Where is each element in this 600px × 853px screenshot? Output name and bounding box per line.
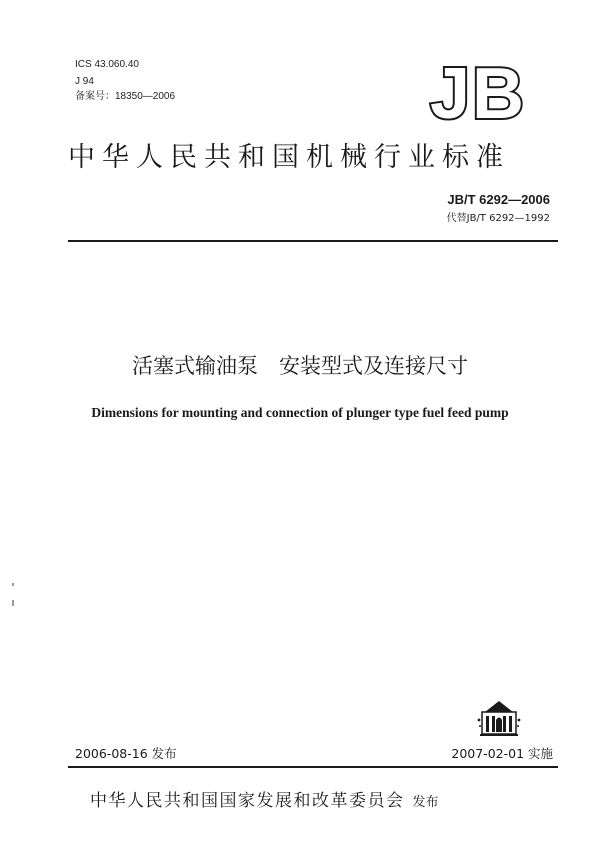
scan-speck xyxy=(12,600,14,606)
publisher-suffix: 发布 xyxy=(412,795,439,810)
document-title-chinese: 活塞式输油泵 安装型式及连接尺寸 xyxy=(132,354,468,378)
issue-date: 2006-08-16 发布 xyxy=(75,746,177,761)
ics-code: ICS 43.060.40 xyxy=(75,59,139,70)
top-divider xyxy=(68,240,558,242)
publisher-line xyxy=(90,786,550,811)
clc-code: J 94 xyxy=(75,76,94,87)
record-number: 备案号：18350—2006 xyxy=(75,91,176,102)
publisher-emblem-icon xyxy=(476,698,522,738)
implementation-date: 2007-02-01 实施 xyxy=(451,746,553,761)
publisher-name: 中华人民共和国国家发展和改革委员会 xyxy=(90,791,405,811)
industry-standard-heading: 中华人民共和国机械行业标准 xyxy=(68,142,510,173)
document-title-english: Dimensions for mounting and connection of plunger type fuel feed pump xyxy=(91,405,509,420)
scan-speck xyxy=(12,583,14,586)
replaces-standard: 代替JB/T 6292—1992 xyxy=(446,213,550,224)
jb-logo: JB xyxy=(430,54,527,134)
standard-number: JB/T 6292—2006 xyxy=(447,192,550,207)
bottom-divider xyxy=(68,766,558,768)
